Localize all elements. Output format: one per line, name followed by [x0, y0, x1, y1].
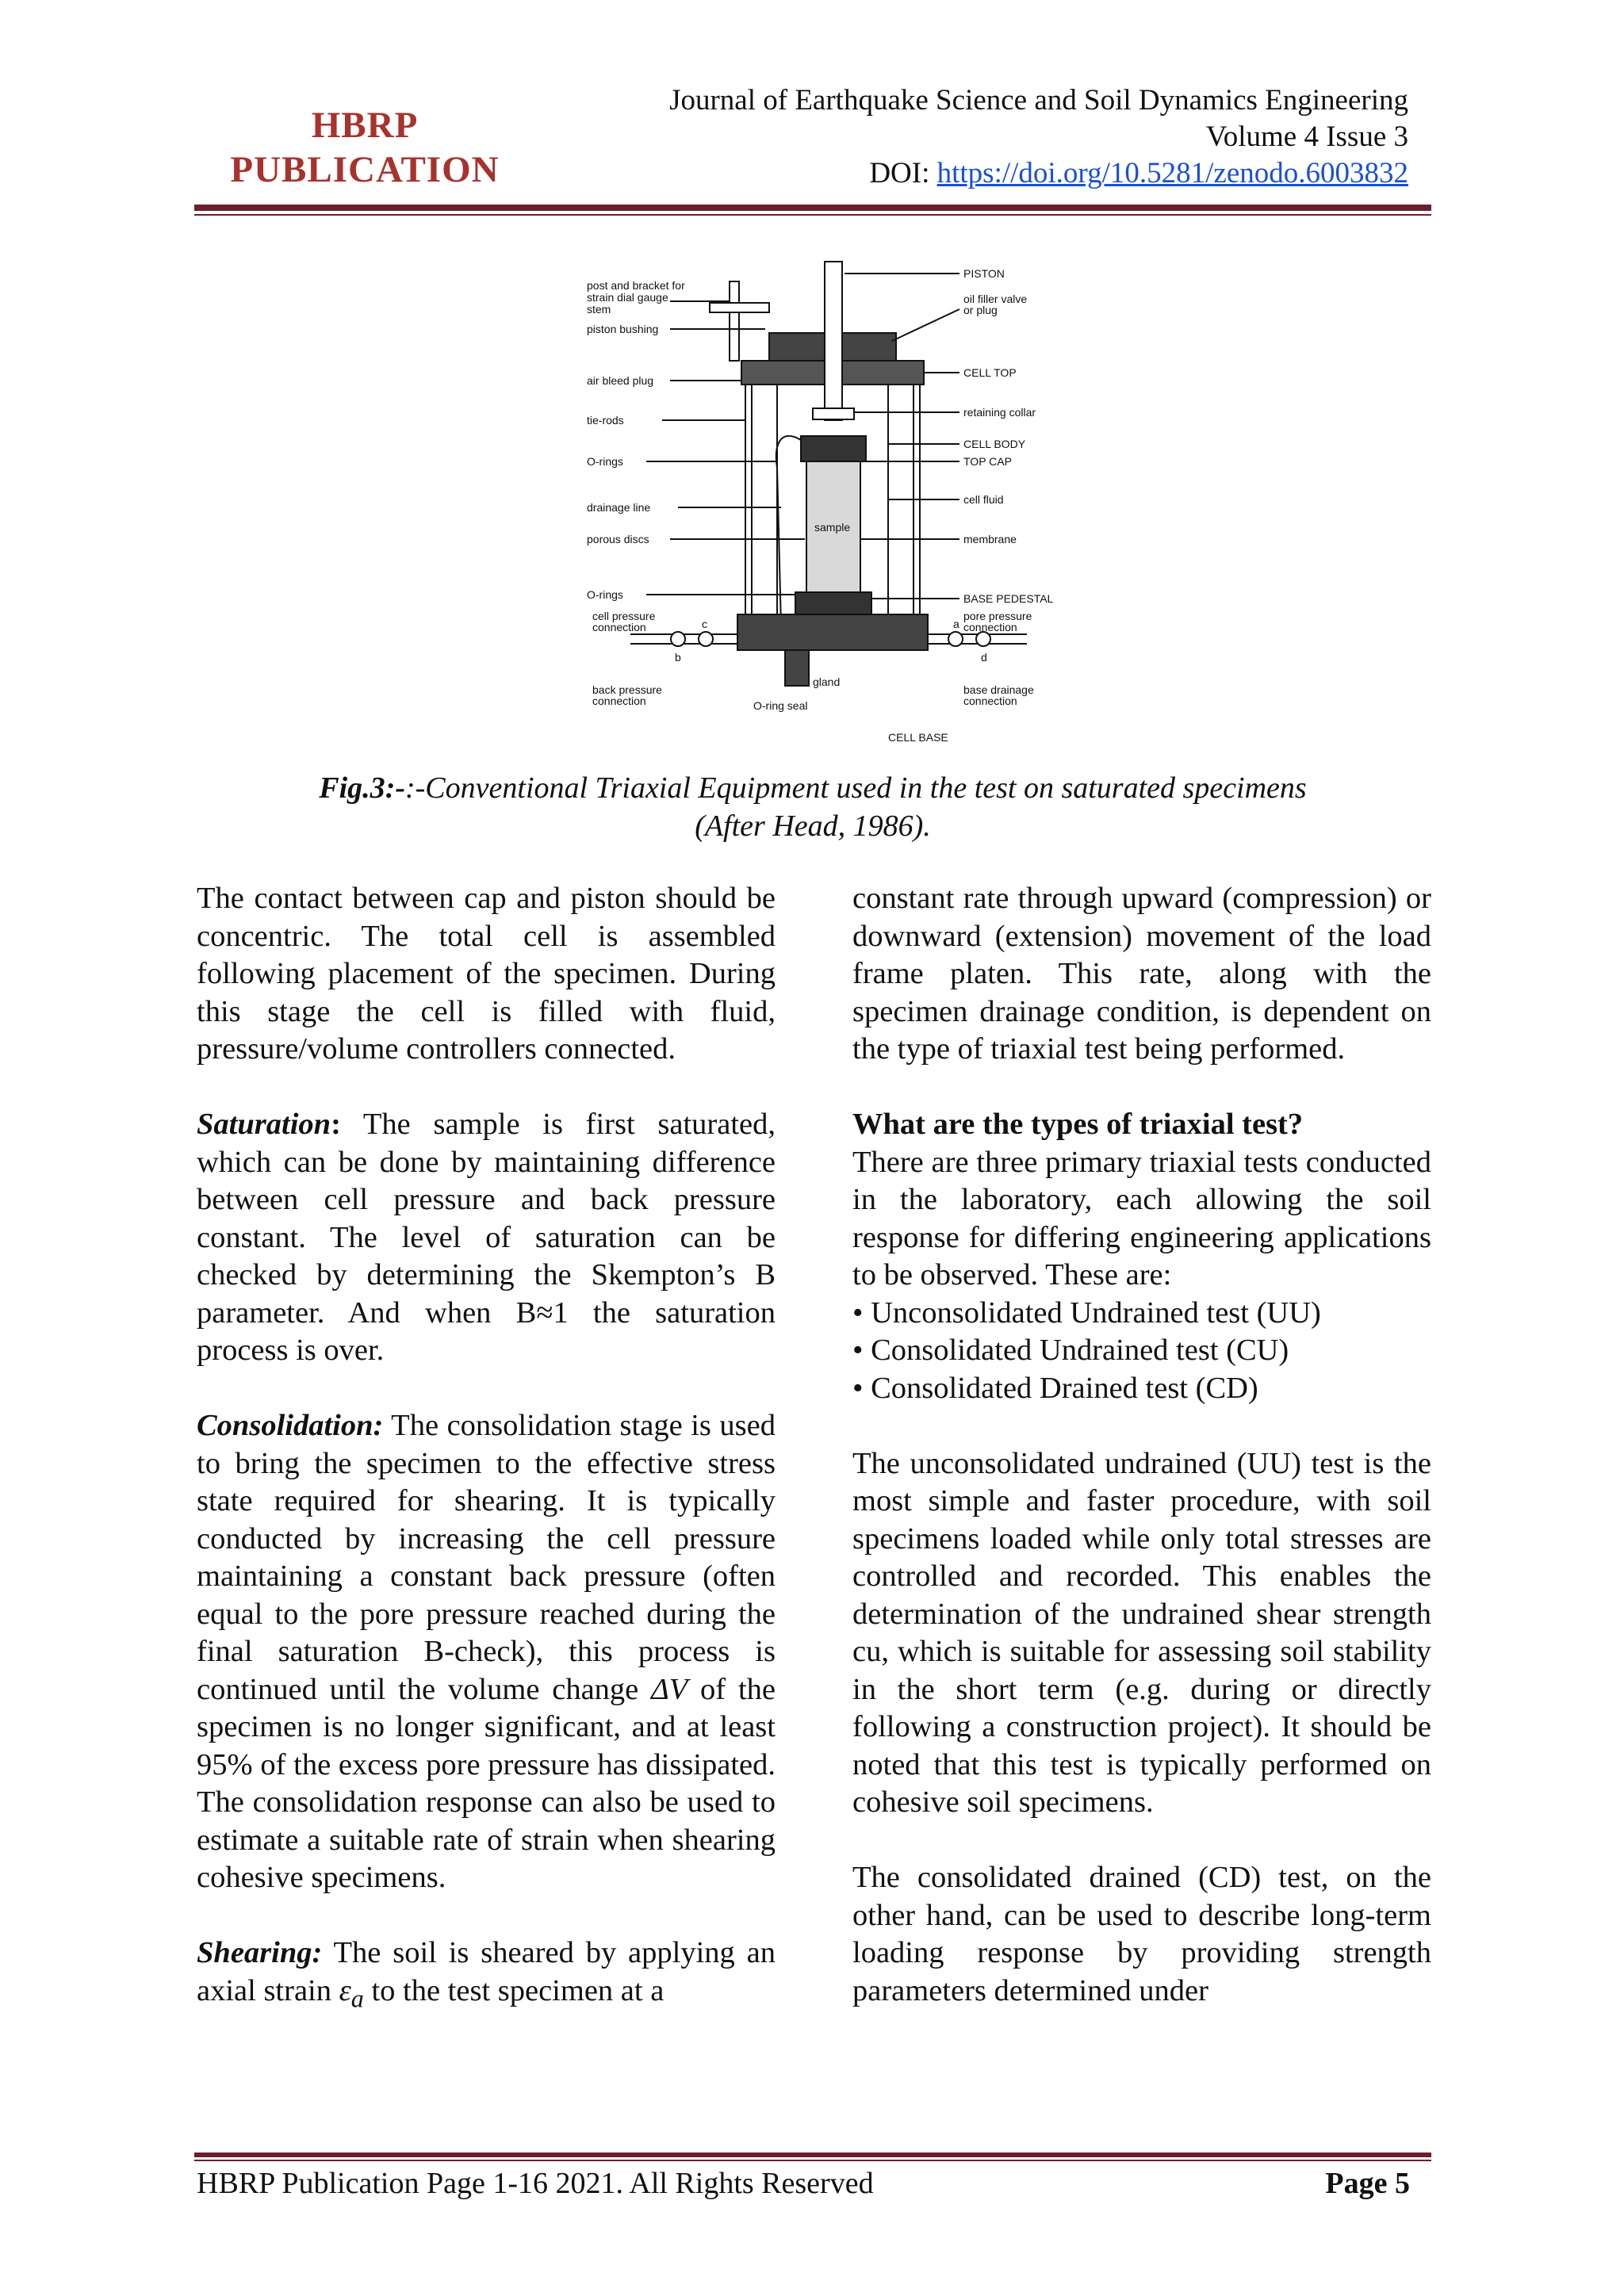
fig-label-top-cap: TOP CAP [963, 455, 1012, 468]
fig-label-sample: sample [814, 521, 851, 534]
bullet-cu: • Consolidated Undrained test (CU) [852, 1334, 1289, 1367]
fig-label-tie-rods: tie-rods [587, 414, 624, 427]
fig-label-pore-pressure-connection: connection [963, 621, 1017, 633]
uu-paragraph: The unconsolidated undrained (UU) test is the most simple and faster procedure, with soil specimens loaded while only total stresses are controlled and recorded. This enables the determination of the undrained shear strength cu, which is suitable for assessing soil stability in the short term (e.g. during or directly following a construction project). It should be noted that this test is typically performed on cohesive soil specimens. [852, 1446, 1431, 1819]
footer-copyright: HBRP Publication Page 1-16 2021. All Rights Reserved [197, 2167, 874, 2200]
delta-v-symbol: ΔV [651, 1672, 688, 1706]
fig-label-base-drainage: base drainage [963, 683, 1034, 696]
types-heading: What are the types of triaxial test? [852, 1108, 1304, 1141]
bullet-uu: • Unconsolidated Undrained test (UU) [852, 1295, 1321, 1330]
figure-caption: Fig.3:-:-Conventional Triaxial Equipment used in the test on saturated specimens (After Head, 1986). [194, 769, 1431, 845]
logo-line-2: PUBLICATION [230, 149, 500, 190]
publisher-logo [214, 103, 515, 192]
header-rule [194, 205, 1431, 216]
fig-label-drainage-line: drainage line [587, 501, 651, 514]
fig-label-back-pressure-connection: connection [592, 695, 646, 707]
rate-paragraph: constant rate through upward (compression) or downward (extension) movement of the load frame platen. This rate, along with the specimen drainage condition, is dependent on the type of triaxial test being performed. [852, 882, 1431, 1066]
fig-label-cell-body: CELL BODY [963, 438, 1026, 450]
saturation-text: The sample is first saturated, which can be done by maintaining difference between cell pressure and back pressure constant. The level of saturation can be checked by determining the Skempton’s B parameter. And when B≈1 the saturation process is over. [197, 1108, 776, 1367]
shearing-heading: Shearing: [197, 1936, 323, 1969]
bullet-cd: • Consolidated Drained test (CD) [852, 1371, 1258, 1405]
left-column [197, 880, 776, 2018]
fig-label-gland: gland [813, 675, 841, 688]
right-column [852, 880, 1431, 2010]
fig-label-o-rings-bottom: O-rings [587, 588, 623, 601]
fig-label-porous-discs: porous discs [587, 533, 649, 545]
footer [197, 2164, 1410, 2202]
fig-label-cell-top: CELL TOP [963, 366, 1017, 379]
fig-valve-d: d [981, 651, 987, 664]
fig-label-membrane: membrane [963, 533, 1017, 545]
page-number: Page 5 [1325, 2167, 1410, 2200]
caption-text: :-Conventional Triaxial Equipment used in the test on saturated specimens [405, 771, 1307, 805]
types-intro: There are three primary triaxial tests conducted in the laboratory, each allowing the soil response for differing engineering applications to be observed. These are: [852, 1145, 1431, 1292]
fig-label-or-plug: or plug [963, 304, 998, 316]
doi-label: DOI: [869, 157, 937, 189]
fig-label-cell-fluid: cell fluid [963, 493, 1004, 506]
fig-label-o-ring-seal: O-ring seal [753, 699, 808, 712]
saturation-paragraph: Saturation: The sample is first saturated, which can be done by maintaining difference between cell pressure and back pressure constant. The level of saturation can be checked by determining the Skempton’s B parameter. And when B≈1 the saturation process is over. [197, 1108, 776, 1367]
caption-line-2: (After Head, 1986). [695, 809, 931, 843]
logo-line-1: HBRP [311, 105, 419, 146]
fig-label-retaining-collar: retaining collar [963, 406, 1036, 419]
fig-label-cell-base: CELL BASE [888, 731, 948, 744]
footer-rule [194, 2152, 1431, 2161]
fig-label-air-bleed-plug: air bleed plug [587, 374, 654, 387]
fig-valve-a: a [953, 618, 959, 630]
fig-label-cell-pressure-connection: connection [592, 621, 646, 633]
consolidation-heading: Consolidation: [197, 1409, 384, 1442]
fig-valve-b: b [675, 651, 681, 664]
triaxial-diagram [583, 254, 1067, 761]
fig-label-piston-bushing: piston bushing [587, 323, 659, 335]
journal-info [669, 82, 1408, 192]
fig-label-pore-pressure: pore pressure [963, 610, 1032, 622]
epsilon-symbol: ε [339, 1973, 351, 2007]
saturation-heading: Saturation [197, 1108, 331, 1141]
triaxial-equipment-figure [583, 254, 1067, 761]
fig-label-strain-dial: strain dial gauge [587, 291, 668, 304]
journal-doi [669, 155, 1408, 192]
fig-label-oil-filler: oil filler valve [963, 293, 1028, 305]
fig-label-cell-pressure: cell pressure [592, 610, 656, 622]
fig-label-piston: PISTON [963, 267, 1005, 280]
fig-label-back-pressure: back pressure [592, 683, 662, 696]
journal-title: Journal of Earthquake Science and Soil Dynamics Engineering [669, 84, 1408, 117]
fig-label-o-rings-top: O-rings [587, 455, 623, 468]
intro-paragraph: The contact between cap and piston should be concentric. The total cell is assembled following placement of the specimen. During this stage the cell is filled with fluid, pressure/volume controllers connected. [197, 882, 776, 1066]
fig-label-post: post and bracket for [587, 279, 685, 292]
fig-label-base-pedestal: BASE PEDESTAL [963, 592, 1054, 605]
shearing-paragraph: Shearing: The soil is sheared by applying an axial strain $\varepsilon_a$ to the test specimen at a [197, 1936, 776, 2013]
fig-valve-c: c [702, 618, 707, 630]
doi-link[interactable]: https://doi.org/10.5281/zenodo.6003832 [936, 157, 1408, 189]
cd-paragraph: The consolidated drained (CD) test, on the other hand, can be used to describe long-term loading response by providing strength parameters determined under [852, 1861, 1431, 2007]
fig-label-stem: stem [587, 303, 611, 316]
consolidation-paragraph: Consolidation: The consolidation stage is used to bring the specimen to the effective stress state required for shearing. It is typically conducted by increasing the cell pressure maintaining a constant back pressure (often equal to the pore pressure reached during the final saturation B-check), this process is continued until the volume change ΔV of the specimen is no longer significant, and at least 95% of the excess pore pressure has dissipated. The consolidation response can also be used to estimate a suitable rate of strain when shearing cohesive specimens. [197, 1409, 776, 1894]
caption-label: Fig.3 [319, 771, 385, 805]
journal-volume: Volume 4 Issue 3 [1205, 121, 1408, 153]
fig-label-base-drainage-connection: connection [963, 695, 1017, 707]
